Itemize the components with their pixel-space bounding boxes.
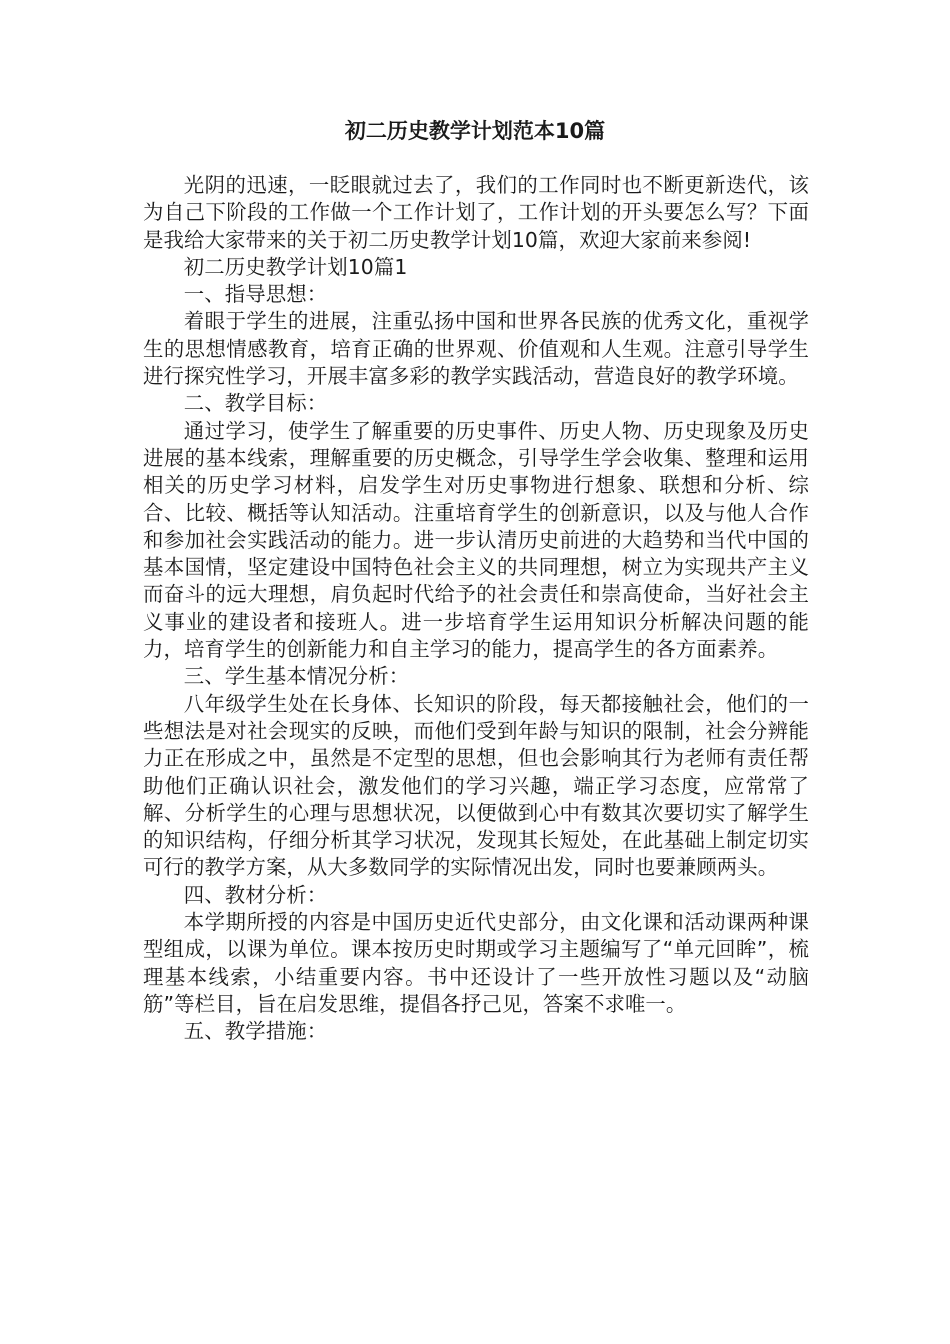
paragraph-guiding-ideology: 着眼于学生的进展，注重弘扬中国和世界各民族的优秀文化，重视学生的思想情感教育，培育正确的世界观、价值观和人生观。注意引导学生进行探究性学习，开展丰富多彩的教学实践活动，营造良好的教学环境。 (143, 309, 809, 389)
intro-paragraph: 光阴的迅速，一眨眼就过去了，我们的工作同时也不断更新迭代，该为自己下阶段的工作做一个工作计划了，工作计划的开头要怎么写？下面是我给大家带来的关于初二历史教学计划10篇，欢迎大家前来参阅! (143, 173, 809, 252)
heading-teaching-goals: 二、教学目标： (183, 391, 328, 416)
heading-textbook-analysis: 四、教材分析： (183, 882, 328, 907)
document-body (143, 172, 809, 1046)
heading-student-analysis: 三、学生基本情况分析： (183, 664, 410, 689)
section-title-plan-1: 初二历史教学计划10篇1 (183, 254, 408, 279)
paragraph-teaching-goals: 通过学习，使学生了解重要的历史事件、历史人物、历史现象及历史进展的基本线索，理解重要的历史概念，引导学生学会收集、整理和运用相关的历史学习材料，启发学生对历史事物进行想象、联想和分析、综合、比较、概括等认知活动。注重培育学生的创新意识，以及与他人合作和参加社会实践活动的能力。进一步认清历史前进的大趋势和当代中国的基本国情，坚定建设中国特色社会主义的共同理想，树立为实现共产主义而奋斗的远大理想，肩负起时代给予的社会责任和崇高使命，当好社会主义事业的建设者和接班人。进一步培育学生运用知识分析解决问题的能力，培育学生的创新能力和自主学习的能力，提高学生的各方面素养。 (143, 418, 809, 662)
document-title: 初二历史教学计划范本10篇 (344, 119, 606, 143)
heading-guiding-ideology: 一、指导思想： (183, 282, 328, 307)
paragraph-student-analysis: 八年级学生处在长身体、长知识的阶段，每天都接触社会，他们的一些想法是对社会现实的反映，而他们受到年龄与知识的限制，社会分辨能力正在形成之中，虽然是不定型的思想，但也会影响其行为老师有责任帮助他们正确认识社会，激发他们的学习兴趣，端正学习态度，应常常了解、分析学生的心理与思想状况，以便做到心中有数其次要切实了解学生的知识结构，仔细分析其学习状况，发现其长短处，在此基础上制定切实可行的教学方案，从大多数同学的实际情况出发，同时也要兼顾两头。 (143, 691, 809, 880)
paragraph-textbook-analysis: 本学期所授的内容是中国历史近代史部分，由文化课和活动课两种课型组成，以课为单位。课本按历史时期或学习主题编写了“单元回眸”，梳理基本线索，小结重要内容。书中还设计了一些开放性习题以及“动脑筋”等栏目，旨在启发思维，提倡各抒己见，答案不求唯一。 (143, 910, 809, 1016)
heading-teaching-measures: 五、教学措施： (183, 1019, 328, 1044)
